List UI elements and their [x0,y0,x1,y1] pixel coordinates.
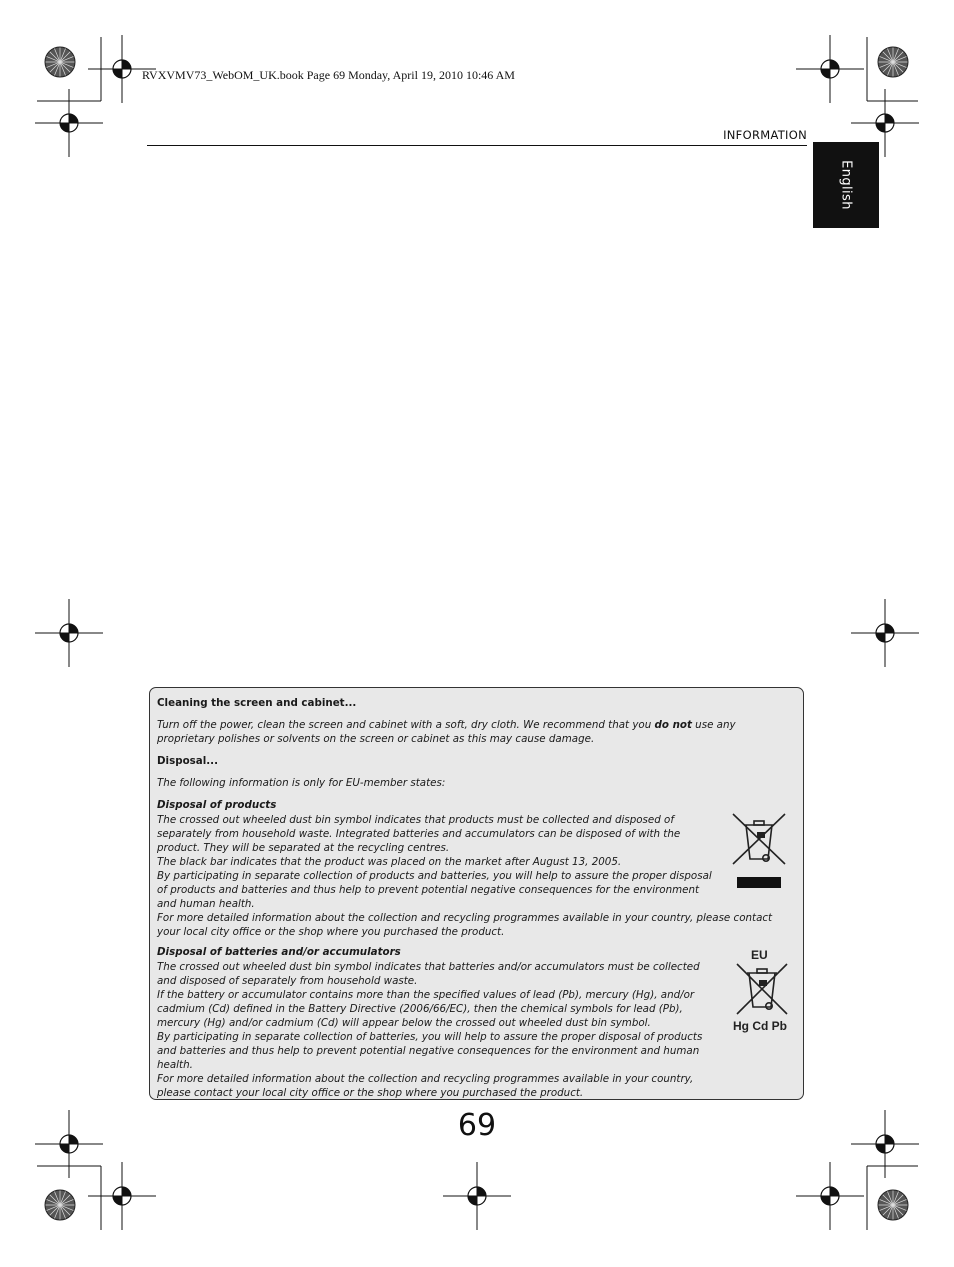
batteries-paragraph-1: The crossed out wheeled dust bin symbol indicates that batteries and/or accumulators must be collected and disposed of separately from household waste. [157,960,700,987]
book-header: RVXVMV73_WebOM_UK.book Page 69 Monday, April 19, 2010 10:46 AM [142,68,515,82]
registration-crosshair-icon [35,599,103,667]
cleaning-heading: Cleaning the screen and cabinet... [157,697,357,709]
products-paragraph-1: The crossed out wheeled dust bin symbol indicates that products must be collected and disposed of separately from household waste. Integrated batteries and accumulators can be disposed of with the product. They will be separated at the recycling centres. [157,813,681,854]
registration-crosshair-icon [88,1162,156,1230]
info-box [149,687,804,1100]
language-tab [813,142,879,228]
color-registration-starburst-icon [878,47,908,77]
products-paragraph-4: For more detailed information about the collection and recycling programmes available in your country, please contact your local city office or the shop where you purchased the product. [157,912,773,939]
battery-disposal-symbol [731,948,793,1038]
registration-crosshair-icon [443,1162,511,1230]
registration-crosshair-icon [35,89,103,157]
section-label: INFORMATION [723,128,807,142]
disposal-heading: Disposal... [157,755,218,768]
crossed-wheeled-bin-icon [735,962,789,1018]
cleaning-text [157,718,795,746]
products-heading: Disposal of products [157,799,277,812]
cleaning-text-emphasis: do not [654,719,692,732]
registration-crosshair-icon [796,35,864,103]
header-rule [147,145,807,146]
products-paragraph-2: The black bar indicates that the product was placed on the market after August 13, 2005. [157,855,622,868]
cleaning-text-after: use any proprietary polishes or solvents on the screen or cabinet as this may cause damage. [157,719,736,746]
crossed-wheeled-bin-icon [731,812,787,890]
language-tab-label: English [838,160,854,210]
color-registration-starburst-icon [878,1190,908,1220]
disposal-intro: The following information is only for EU-member states: [157,777,446,790]
color-registration-starburst-icon [45,1190,75,1220]
page-number: 69 [457,1108,497,1143]
batteries-heading: Disposal of batteries and/or accumulators [157,946,401,959]
batteries-paragraph-2: If the battery or accumulator contains more than the specified values of lead (Pb), mercury (Hg), and/or cadmium (Cd) defined in the Battery Directive (2006/66/EC), then the chemical symbols for lead (Pb), mercury (Hg) and/or cadmium (Cd) will appear below the crossed out wheeled dust bin symbol. [157,988,695,1029]
batteries-paragraph-4: For more detailed information about the collection and recycling programmes available in your country, please contact your local city office or the shop where you purchased the product. [157,1073,694,1100]
eu-label: EU [751,948,768,962]
registration-crosshair-icon [796,1162,864,1230]
cleaning-text-before: Turn off the power, clean the screen and cabinet with a soft, dry cloth. We recommend that you [157,719,655,732]
registration-crosshair-icon [851,599,919,667]
products-paragraph-3: By participating in separate collection of products and batteries, you will help to assure the proper disposal of products and batteries and thus help to prevent potential negative consequences for the environment and human health. [157,869,712,911]
chemical-symbols-label: Hg Cd Pb [733,1019,787,1033]
weee-product-symbol [731,812,787,890]
color-registration-starburst-icon [45,47,75,77]
batteries-paragraph-3: By participating in separate collection of batteries, you will help to assure the proper disposal of products and batteries and thus help to prevent potential negative consequences for the environment and human health. [157,1030,703,1072]
